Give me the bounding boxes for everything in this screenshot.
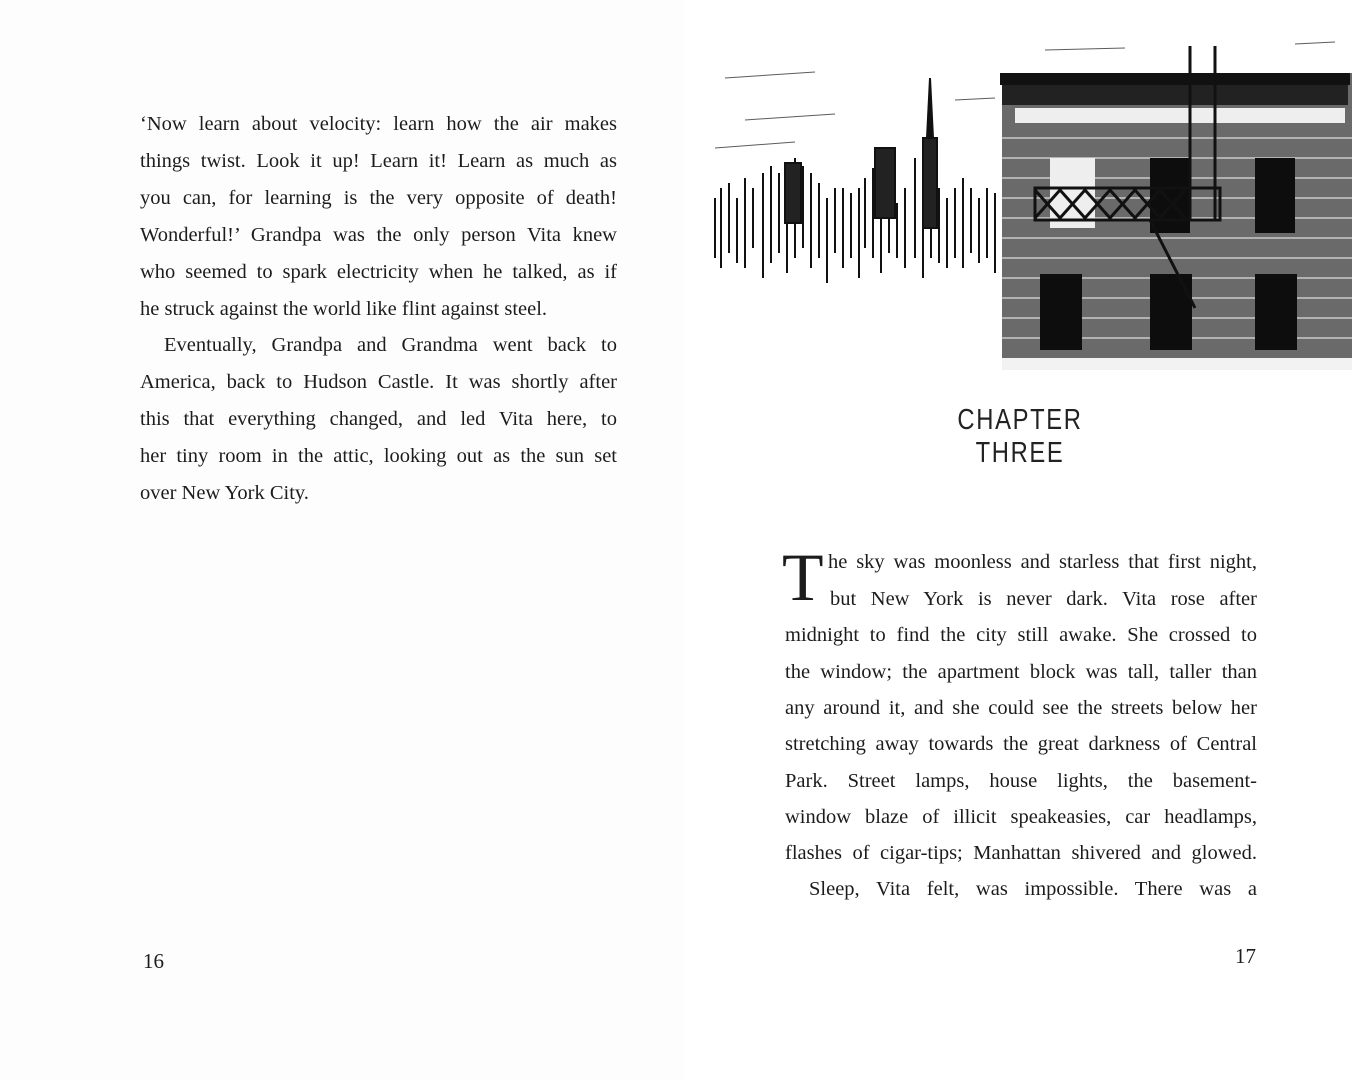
text-line: Sleep, Vita felt, was impossible. There was a [809, 878, 1257, 900]
text-line: who seemed to spark electricity when he talked, as if [140, 261, 617, 283]
text-line: the window; the apartment block was tall, taller than [785, 661, 1257, 683]
text-line: her tiny room in the attic, looking out as the sun set [140, 445, 617, 467]
skyline [715, 78, 1003, 283]
text-line: midnight to find the city still awake. She crossed to [785, 624, 1257, 646]
brick-building [1000, 46, 1352, 370]
drop-cap: T [782, 539, 824, 615]
chapter-title: CHAPTER THREE [957, 404, 1083, 469]
text-line: Park. Street lamps, house lights, the basement- [785, 770, 1257, 792]
text-line: this that everything changed, and led Vita here, to [140, 408, 617, 430]
text-line: stretching away towards the great darkness of Central [785, 733, 1257, 755]
text-line: any around it, and she could see the streets below her [785, 697, 1257, 719]
text-line: America, back to Hudson Castle. It was shortly after [140, 371, 617, 393]
page-number: 17 [1235, 944, 1256, 968]
text-line: you can, for learning is the very opposite of death! [140, 187, 617, 209]
city-building-illustration [705, 38, 1369, 383]
text-line: Eventually, Grandpa and Grandma went back to [164, 334, 617, 356]
text-line: things twist. Look it up! Learn it! Learn as much as [140, 150, 617, 172]
text-line: flashes of cigar-tips; Manhattan shivered and glowed. [785, 842, 1257, 864]
page-number: 16 [143, 949, 164, 973]
text-line: he sky was moonless and starless that first night, [828, 551, 1257, 573]
text-line: over New York City. [140, 482, 309, 504]
text-line: window blaze of illicit speakeasies, car headlamps, [785, 806, 1257, 828]
text-line: Wonderful!’ Grandpa was the only person Vita knew [140, 224, 617, 246]
text-line: ‘Now learn about velocity: learn how the air makes [140, 113, 617, 135]
text-line: he struck against the world like flint against steel. [140, 298, 548, 320]
text-line: but New York is never dark. Vita rose after [830, 588, 1257, 610]
